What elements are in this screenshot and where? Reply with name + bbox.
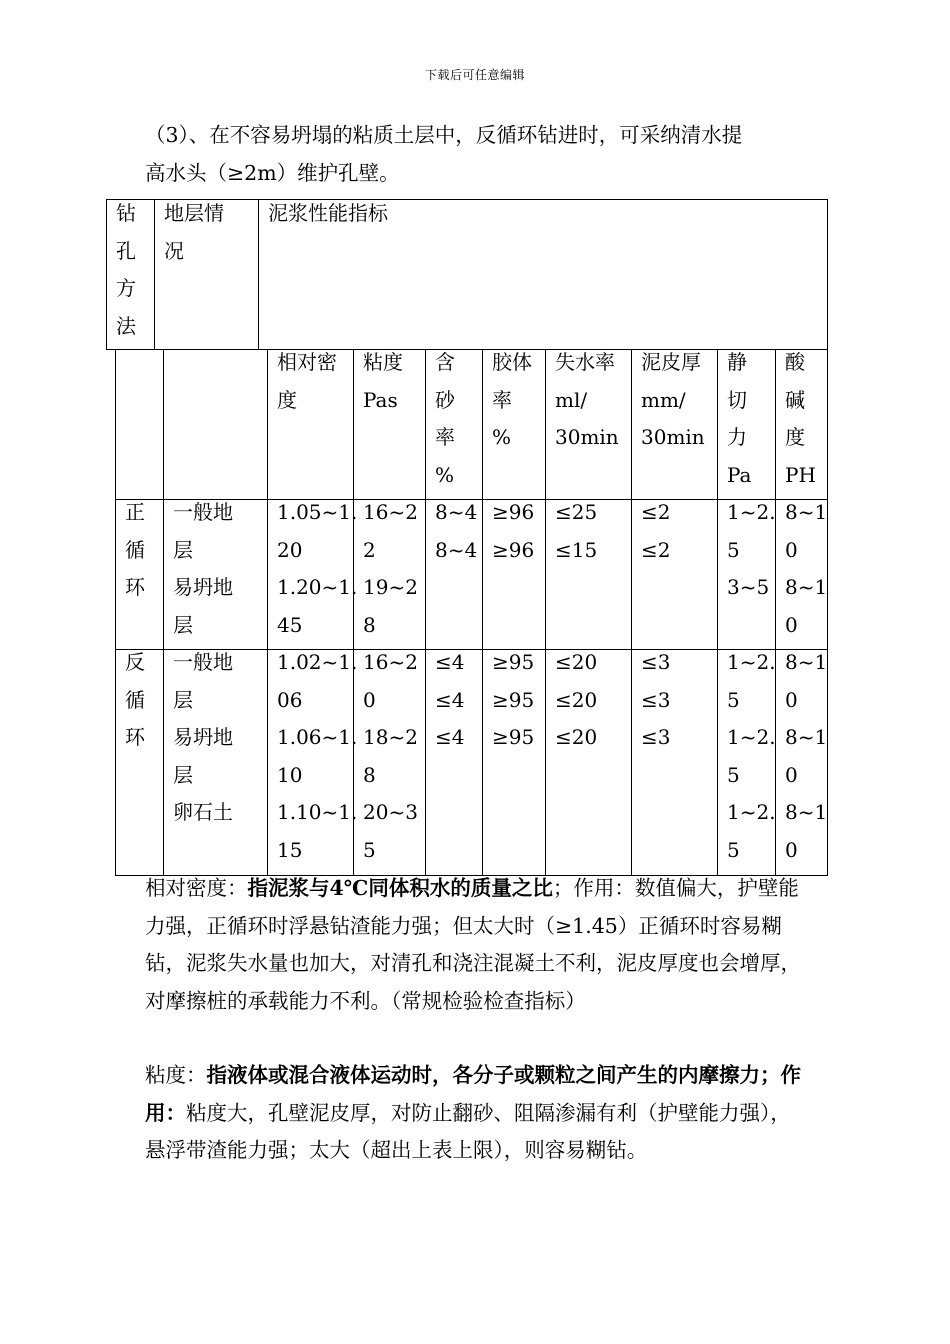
table-row-2-water-loss: ≤20 ≤20 ≤20 xyxy=(555,650,598,749)
header-mud-indicators: 泥浆性能指标 xyxy=(268,201,388,225)
table-row-2-ph: 8~1 0 8~1 0 8~1 0 xyxy=(785,650,828,862)
table-row-1-strata: 一般地 层 易坍地 层 xyxy=(173,500,233,637)
table-row-2-colloid: ≥95 ≥95 ≥95 xyxy=(492,650,535,749)
table-row-2-shear: 1~2. 5 1~2. 5 1~2. 5 xyxy=(727,650,776,862)
col-sand-content: 含 砂 率 % xyxy=(435,350,455,487)
col-colloid-rate: 胶体 率 % xyxy=(492,350,532,449)
table-row-1-cake: ≤2 ≤2 xyxy=(641,500,671,562)
col-relative-density: 相对密 度 xyxy=(277,350,337,412)
col-static-shear: 静 切 力 Pa xyxy=(727,350,752,487)
table-row-1-ph: 8~1 0 8~1 0 xyxy=(785,500,828,637)
intro-paragraph xyxy=(145,117,810,192)
page-header-note: 下载后可任意编辑 xyxy=(424,68,525,82)
table-row-1-water-loss: ≤25 ≤15 xyxy=(555,500,598,562)
header-strata: 地层情 况 xyxy=(164,201,224,263)
density-label: 相对密度： xyxy=(145,876,248,900)
table-row-1-sand: 8~4 8~4 xyxy=(435,500,478,562)
density-definition: 指泥浆与4℃同体积水的质量之比 xyxy=(247,876,553,900)
viscosity-label: 粘度： xyxy=(145,1063,207,1087)
table-row-2-density: 1.02~1. 06 1.06~1. 10 1.10~1. 15 xyxy=(277,650,358,862)
table-row-2-sand: ≤4 ≤4 ≤4 xyxy=(435,650,465,749)
header-drilling-method: 钻 孔 方 法 xyxy=(116,201,136,338)
viscosity-explanation: 粘度大，孔壁泥皮厚，对防止翻砂、阻隔渗漏有利（护壁能力强），悬浮带渣能力强；太大（超出上表上限），则容易糊钻。 xyxy=(145,1100,791,1162)
col-mud-cake: 泥皮厚 mm/ 30min xyxy=(641,350,705,449)
table-row-2-cake: ≤3 ≤3 ≤3 xyxy=(641,650,671,749)
viscosity-paragraph xyxy=(145,1057,810,1170)
col-viscosity: 粘度 Pas xyxy=(363,350,403,412)
table-row-1-method: 正 循 环 xyxy=(125,500,145,599)
intro-line-2: 高水头（≥2m）维护孔壁。 xyxy=(145,160,400,185)
intro-line-1: （3）、在不容易坍塌的粘质土层中，反循环钻进时，可采纳清水提 xyxy=(145,123,743,147)
table-row-2-viscosity: 16~2 0 18~2 8 20~3 5 xyxy=(363,650,418,862)
density-paragraph xyxy=(145,870,810,1020)
table-row-1-density: 1.05~1. 20 1.20~1. 45 xyxy=(277,500,358,637)
table-row-1-colloid: ≥96 ≥96 xyxy=(492,500,535,562)
table-row-1-shear: 1~2. 5 3~5 xyxy=(727,500,776,599)
table-row-2-method: 反 循 环 xyxy=(125,650,145,749)
table-row-1-viscosity: 16~2 2 19~2 8 xyxy=(363,500,418,637)
viscosity-definition: 指液体或混合液体运动时，各分子或颗粒之间产生的内摩擦力；作用： xyxy=(145,1063,801,1125)
density-explanation: ；作用：数值偏大，护壁能力强，正循环时浮悬钻渣能力强；但太大时（≥1.45）正循环时容易糊钻，泥浆失水量也加大，对清孔和浇注混凝土不利，泥皮厚度也会增厚，对摩擦桩的承载能力不利。（常规检验检查指标） xyxy=(145,876,801,1013)
col-ph: 酸 碱 度 PH xyxy=(785,350,816,487)
col-water-loss: 失水率 ml/ 30min xyxy=(555,350,619,449)
table-row-2-strata: 一般地 层 易坍地 层 卵石土 xyxy=(173,650,233,824)
